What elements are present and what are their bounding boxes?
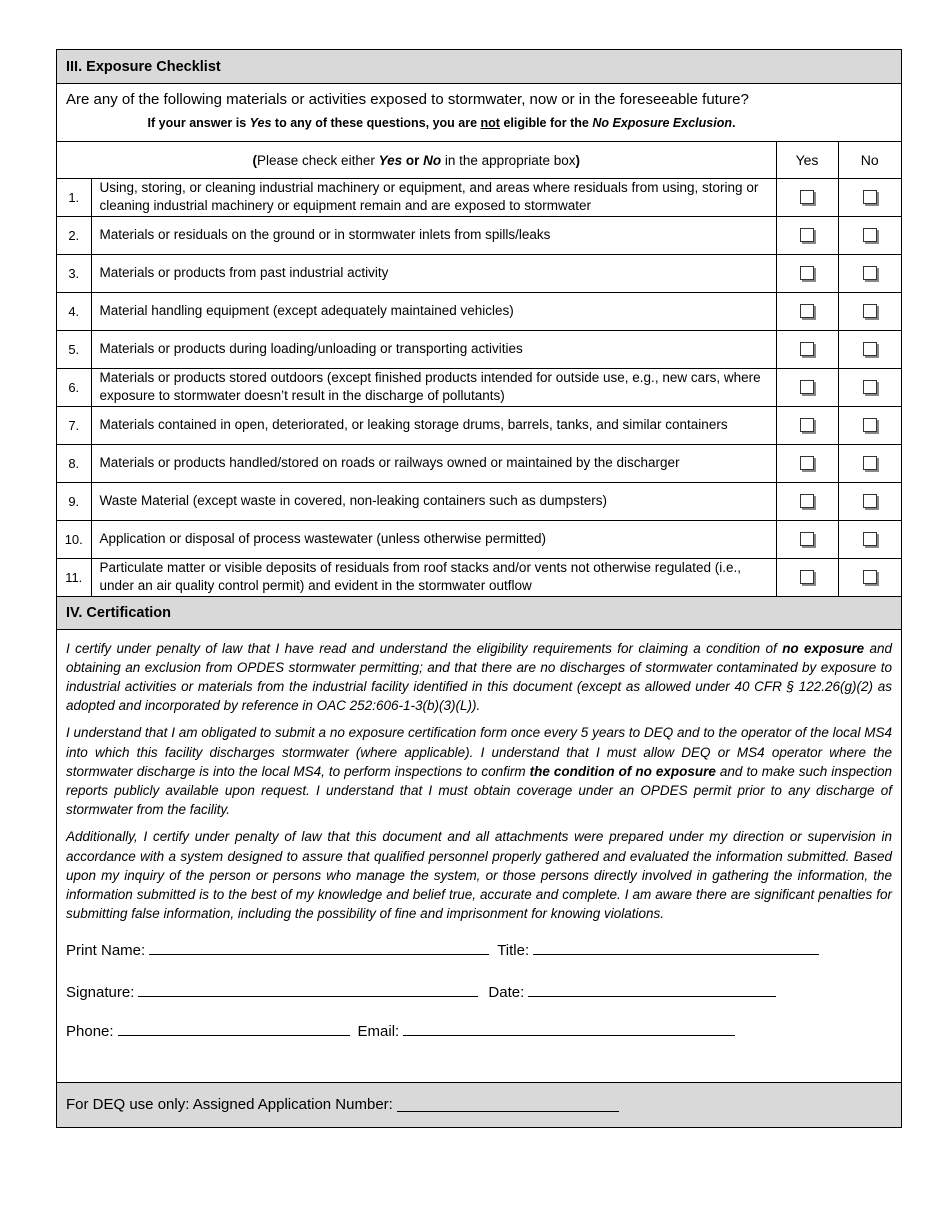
yes-checkbox[interactable] (800, 304, 814, 318)
no-cell (838, 482, 901, 520)
no-cell (838, 216, 901, 254)
email-label: Email: (357, 1023, 400, 1041)
yes-cell (776, 254, 838, 292)
no-checkbox[interactable] (863, 304, 877, 318)
deq-use-only (57, 1083, 901, 1127)
yes-checkbox[interactable] (800, 228, 814, 242)
checklist-row (57, 292, 901, 330)
signature-date-row (66, 983, 892, 1001)
section-3-header (57, 50, 901, 84)
no-checkbox[interactable] (863, 418, 877, 432)
yes-checkbox[interactable] (800, 418, 814, 432)
yes-checkbox[interactable] (800, 532, 814, 546)
checklist-row (57, 482, 901, 520)
title-label: Title: (497, 942, 530, 960)
item-number: 1. (57, 178, 91, 216)
checklist-row (57, 330, 901, 368)
section-3-title: III. Exposure Checklist (66, 58, 221, 75)
no-checkbox[interactable] (863, 494, 877, 508)
no-cell (838, 444, 901, 482)
yes-checkbox[interactable] (800, 570, 814, 584)
no-cell (838, 254, 901, 292)
yes-checkbox[interactable] (800, 266, 814, 280)
signature-label: Signature: (66, 984, 135, 1002)
item-number: 3. (57, 254, 91, 292)
yes-checkbox[interactable] (800, 456, 814, 470)
date-field[interactable] (488, 983, 776, 1001)
exposure-question (57, 84, 901, 142)
yes-cell (776, 292, 838, 330)
item-description: Using, storing, or cleaning industrial machinery or equipment, and areas where residuals from using, storing or cleaning industrial machinery or equipment remain and are exposed to stormwater (91, 178, 776, 216)
item-number: 11. (57, 558, 91, 596)
no-cell (838, 368, 901, 406)
item-number: 7. (57, 406, 91, 444)
no-checkbox[interactable] (863, 570, 877, 584)
certification-paragraph-1: I certify under penalty of law that I have read and understand the eligibility requirements for claiming a condition of no exposure and obtaining an exclusion from OPDES stormwater permitting; and that there are no discharges of stormwater contaminated by exposure to industrial activities or materials from the industrial facility identified in this document (except as allowed under 40 CFR § 122.26(g)(2) as adopted and incorporated by reference in OAC 252:606-1-3(b)(3)(L)). (66, 640, 892, 714)
checklist-row (57, 558, 901, 596)
phone-email-row (66, 1022, 892, 1040)
yes-cell (776, 178, 838, 216)
print-name-label: Print Name: (66, 942, 146, 960)
signature-line[interactable] (138, 983, 478, 997)
yes-cell (776, 330, 838, 368)
exposure-form (56, 49, 902, 1128)
no-checkbox[interactable] (863, 190, 877, 204)
title-field[interactable] (497, 941, 819, 959)
section-4-header (57, 597, 901, 630)
name-title-row (66, 941, 892, 959)
no-cell (838, 178, 901, 216)
no-cell (838, 558, 901, 596)
eligibility-warning: If your answer is Yes to any of these questions, you are not eligible for the No Exposure Exclusion. (147, 116, 736, 130)
item-number: 10. (57, 520, 91, 558)
exposure-checklist-table (57, 142, 901, 597)
yes-cell (776, 520, 838, 558)
item-description: Material handling equipment (except adequately maintained vehicles) (91, 292, 776, 330)
signature-field[interactable] (66, 983, 478, 1001)
title-line[interactable] (533, 941, 819, 955)
yes-cell (776, 444, 838, 482)
no-cell (838, 406, 901, 444)
certification-paragraph-3: Additionally, I certify under penalty of law that this document and all attachments were prepared under my direction or supervision in accordance with a system designed to assure that qualified personnel properly gathered and evaluated the information submitted. Based upon my inquiry of the person or persons who manage the system, or those persons directly involved in gathering the information, the information submitted is to the best of my knowledge and belief true, accurate and complete. I am aware there are significant penalties for submitting false information, including the possibility of fine and imprisonment for knowing violations. (66, 829, 892, 922)
yes-cell (776, 406, 838, 444)
yes-checkbox[interactable] (800, 494, 814, 508)
yes-cell (776, 368, 838, 406)
phone-line[interactable] (118, 1022, 350, 1036)
instruction-note: (Please check either Yes or No in the appropriate box) (57, 142, 776, 178)
no-column-header: No (838, 142, 901, 178)
phone-field[interactable] (66, 1022, 350, 1040)
checklist-row (57, 368, 901, 406)
deq-application-number-line[interactable] (397, 1098, 619, 1112)
yes-checkbox[interactable] (800, 380, 814, 394)
yes-cell (776, 482, 838, 520)
checklist-header-row (57, 142, 901, 178)
item-number: 6. (57, 368, 91, 406)
item-number: 9. (57, 482, 91, 520)
yes-cell (776, 558, 838, 596)
certification-paragraph-2: I understand that I am obligated to submit a no exposure certification form once every 5 years to DEQ and to the operator of the local MS4 into which this facility discharges stormwater (where applicable). I understand that I must allow DEQ or MS4 operator where the stormwater discharge is into the local MS4, to perform inspections to confirm the condition of no exposure and to make such inspection reports publicly available upon request. I understand that I must obtain coverage under an OPDES permit prior to any discharge of stormwater from the facility. (66, 725, 893, 818)
no-checkbox[interactable] (863, 228, 877, 242)
item-description: Materials contained in open, deteriorated, or leaking storage drums, barrels, tanks, and similar containers (91, 406, 776, 444)
no-checkbox[interactable] (863, 456, 877, 470)
section-4-title: IV. Certification (66, 604, 172, 621)
no-checkbox[interactable] (863, 532, 877, 546)
question-text: Are any of the following materials or activities exposed to stormwater, now or in the foreseeable future? (66, 91, 749, 108)
yes-checkbox[interactable] (800, 190, 814, 204)
item-number: 2. (57, 216, 91, 254)
email-field[interactable] (358, 1022, 736, 1040)
yes-checkbox[interactable] (800, 342, 814, 356)
checklist-row (57, 406, 901, 444)
item-description: Materials or products during loading/unloading or transporting activities (91, 330, 776, 368)
checklist-row (57, 178, 901, 216)
phone-label: Phone: (66, 1023, 114, 1041)
item-description: Materials or products stored outdoors (except finished products intended for outside use, e.g., new cars, where exposure to stormwater doesn’t result in the discharge of pollutants) (91, 368, 776, 406)
item-description: Materials or products handled/stored on roads or railways owned or maintained by the discharger (91, 444, 776, 482)
no-cell (838, 330, 901, 368)
checklist-row (57, 520, 901, 558)
item-number: 5. (57, 330, 91, 368)
yes-cell (776, 216, 838, 254)
no-checkbox[interactable] (863, 266, 877, 280)
checklist-row (57, 216, 901, 254)
item-description: Application or disposal of process wastewater (unless otherwise permitted) (91, 520, 776, 558)
yes-column-header: Yes (776, 142, 838, 178)
deq-application-number-label: For DEQ use only: Assigned Application Number: (66, 1096, 393, 1113)
item-number: 8. (57, 444, 91, 482)
checklist-row (57, 444, 901, 482)
checklist-row (57, 254, 901, 292)
print-name-line[interactable] (149, 941, 489, 955)
no-cell (838, 292, 901, 330)
date-line[interactable] (528, 983, 776, 997)
certification-body (57, 630, 901, 1083)
date-label: Date: (488, 984, 525, 1002)
print-name-field[interactable] (66, 941, 489, 959)
no-checkbox[interactable] (863, 342, 877, 356)
item-description: Waste Material (except waste in covered, non-leaking containers such as dumpsters) (91, 482, 776, 520)
item-number: 4. (57, 292, 91, 330)
email-line[interactable] (403, 1022, 735, 1036)
no-checkbox[interactable] (863, 380, 877, 394)
item-description: Materials or products from past industrial activity (91, 254, 776, 292)
no-cell (838, 520, 901, 558)
item-description: Materials or residuals on the ground or in stormwater inlets from spills/leaks (91, 216, 776, 254)
item-description: Particulate matter or visible deposits of residuals from roof stacks and/or vents not otherwise regulated (i.e., under an air quality control permit) and evident in the stormwater outflow (91, 558, 776, 596)
